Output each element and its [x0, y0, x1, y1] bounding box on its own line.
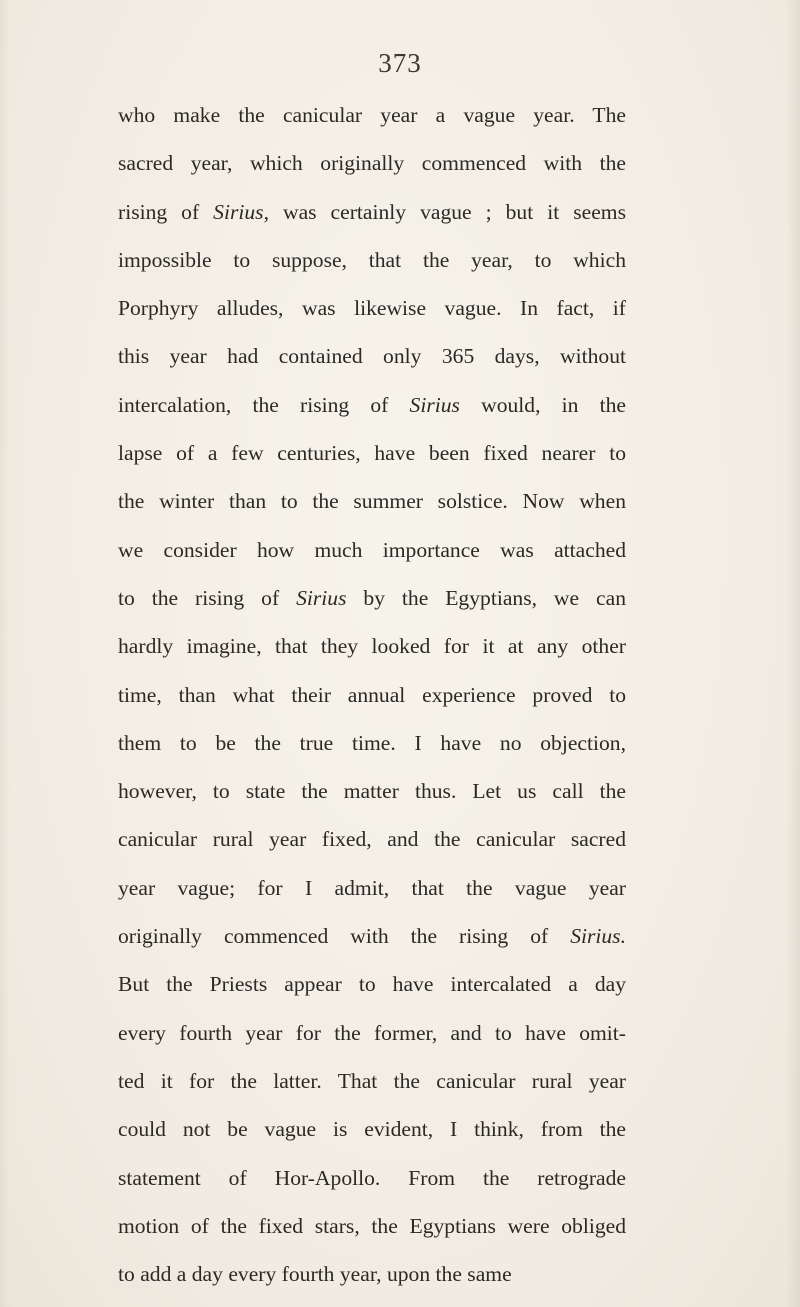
- text-line: [118, 815, 626, 863]
- text-line: [118, 912, 626, 960]
- page-right-edge: [786, 0, 800, 1307]
- italic-text: Sirius: [296, 585, 347, 610]
- text-line: [118, 188, 626, 236]
- text-line: [118, 671, 626, 719]
- text-segment: would, in the: [459, 392, 626, 417]
- text-segment: hardly imagine, that they looked for it at any other: [118, 634, 626, 659]
- text-segment: them to be the true time. I have no objection,: [118, 730, 626, 755]
- text-segment: canicular rural year fixed, and the canicular sacred: [118, 827, 626, 852]
- text-line: [118, 719, 626, 767]
- text-line: [118, 332, 626, 380]
- text-segment: we consider how much importance was attached: [118, 537, 626, 562]
- text-segment: to add a day every fourth year, upon the same: [118, 1262, 512, 1287]
- text-segment: ted it for the latter. That the canicular rural year: [118, 1068, 626, 1093]
- text-segment: to the rising of: [118, 585, 297, 610]
- text-segment: , was certainly vague ; but it seems: [263, 199, 626, 224]
- text-line: [118, 960, 626, 1008]
- text-line: [118, 429, 626, 477]
- body-text: [118, 91, 626, 1298]
- text-line: [118, 1250, 626, 1298]
- text-segment: year vague; for I admit, that the vague year: [118, 875, 626, 900]
- text-segment: rising of: [118, 199, 214, 224]
- text-line: [118, 1202, 626, 1250]
- text-line: [118, 622, 626, 670]
- text-segment: impossible to suppose, that the year, to which: [118, 247, 626, 272]
- text-line: [118, 864, 626, 912]
- text-segment: every fourth year for the former, and to have omit-: [118, 1020, 626, 1045]
- text-segment: originally commenced with the rising of: [118, 924, 571, 949]
- text-segment: Porphyry alludes, was likewise vague. In fact, if: [118, 296, 626, 321]
- text-segment: intercalation, the rising of: [118, 392, 410, 417]
- text-segment: time, than what their annual experience proved to: [118, 682, 626, 707]
- text-line: [118, 477, 626, 525]
- text-segment: however, to state the matter thus. Let us call the: [118, 779, 626, 804]
- text-line: [118, 284, 626, 332]
- text-line: [118, 767, 626, 815]
- italic-text: Sirius: [409, 392, 460, 417]
- italic-text: Sirius.: [570, 924, 626, 949]
- text-segment: who make the canicular year a vague year. The: [118, 103, 626, 127]
- text-line: [118, 1105, 626, 1153]
- text-segment: motion of the fixed stars, the Egyptians were obliged: [118, 1213, 626, 1238]
- text-segment: this year had contained only 365 days, without: [118, 344, 626, 369]
- text-line: [118, 1009, 626, 1057]
- text-segment: by the Egyptians, we can: [346, 585, 627, 610]
- text-line: [118, 526, 626, 574]
- page-left-edge: [0, 0, 10, 1307]
- text-line: [118, 1154, 626, 1202]
- text-segment: statement of Hor-Apollo. From the retrograde: [118, 1165, 626, 1190]
- text-line: [118, 139, 626, 187]
- text-line: [118, 91, 626, 139]
- text-segment: sacred year, which originally commenced with the: [118, 151, 626, 176]
- text-line: [118, 236, 626, 284]
- text-segment: could not be vague is evident, I think, from the: [118, 1117, 626, 1142]
- text-line: [118, 1057, 626, 1105]
- page-number: 373: [378, 48, 422, 78]
- text-segment: the winter than to the summer solstice. Now when: [118, 489, 626, 514]
- text-line: [118, 381, 626, 429]
- italic-text: Sirius: [213, 199, 264, 224]
- text-segment: But the Priests appear to have intercalated a day: [118, 972, 626, 997]
- text-segment: lapse of a few centuries, have been fixed nearer to: [118, 441, 626, 466]
- text-line: [118, 574, 626, 622]
